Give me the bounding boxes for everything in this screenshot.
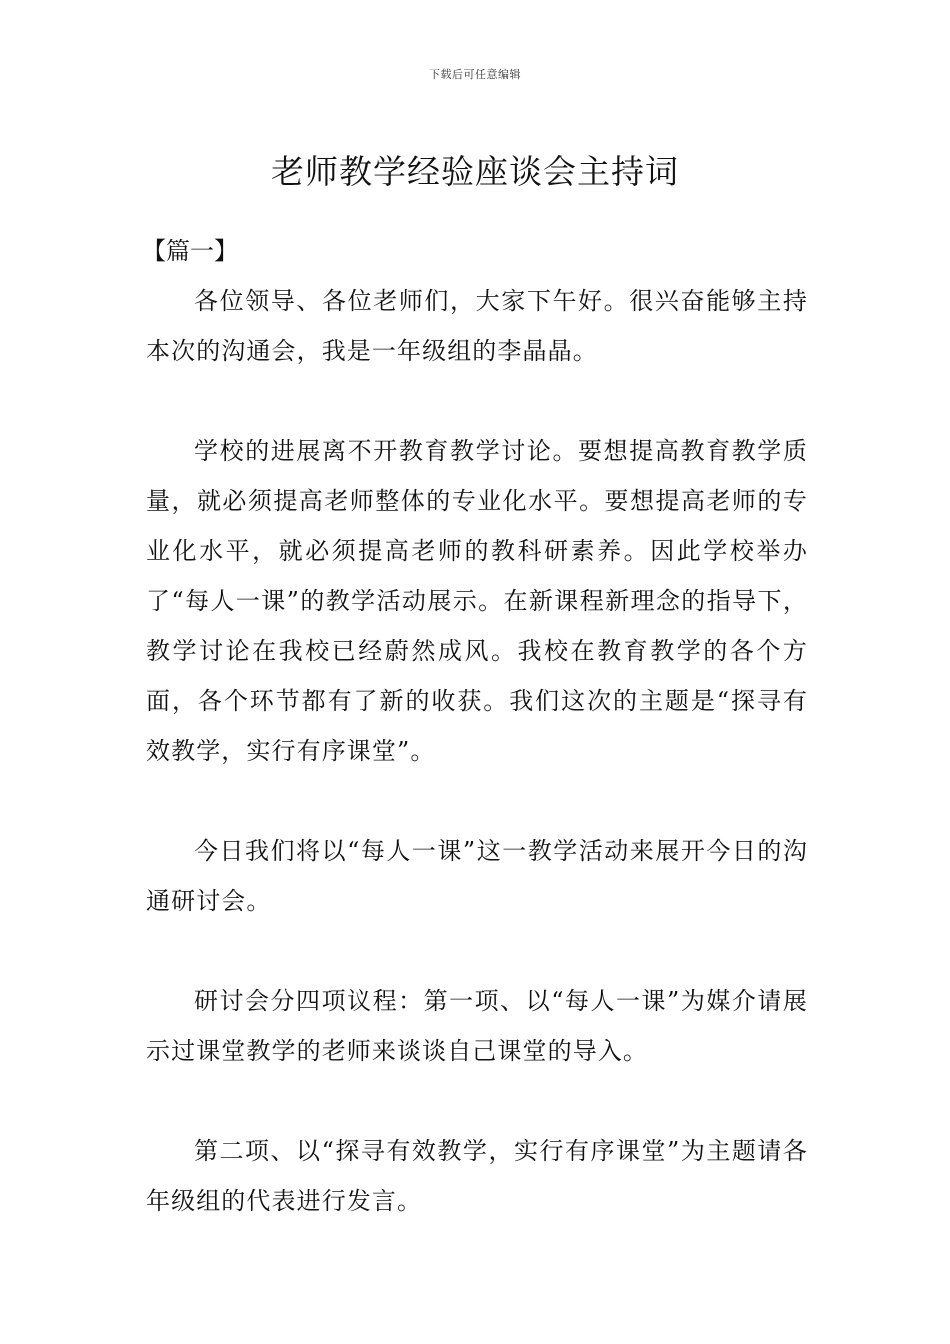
paragraph-spacer: [146, 926, 808, 976]
paragraph-1: 各位领导、各位老师们，大家下午好。很兴奋能够主持本次的沟通会，我是一年级组的李晶晶。: [146, 287, 808, 365]
paragraph-4: 研讨会分四项议程：第一项、以“每人一课”为媒介请展示过课堂教学的老师来谈谈自己课堂的导入。: [146, 987, 808, 1065]
section-label: 【篇一】: [142, 237, 238, 265]
paragraph-3: 今日我们将以“每人一课”这一教学活动来展开今日的沟通研讨会。: [146, 837, 808, 915]
header-note: 下载后可任意编辑: [429, 68, 521, 81]
document-title: 老师教学经验座谈会主持词: [271, 152, 679, 192]
paragraph-2: 学校的进展离不开教育教学讨论。要想提高教育教学质量，就必须提高老师整体的专业化水平。要想提高老师的专业化水平，就必须提高老师的教科研素养。因此学校举办了“每人一课”的教学活动展示。在新课程新理念的指导下，教学讨论在我校已经蔚然成风。我校在教育教学的各个方面，各个环节都有了新的收获。我们这次的主题是“探寻有效教学，实行有序课堂”。: [146, 437, 808, 765]
paragraph-5: 第二项、以“探寻有效教学，实行有序课堂”为主题请各年级组的代表进行发言。: [146, 1137, 808, 1215]
document-body: [142, 226, 808, 1226]
paragraph-spacer: [146, 376, 808, 426]
paragraph-spacer: [146, 776, 808, 826]
paragraph-spacer: [146, 1076, 808, 1126]
